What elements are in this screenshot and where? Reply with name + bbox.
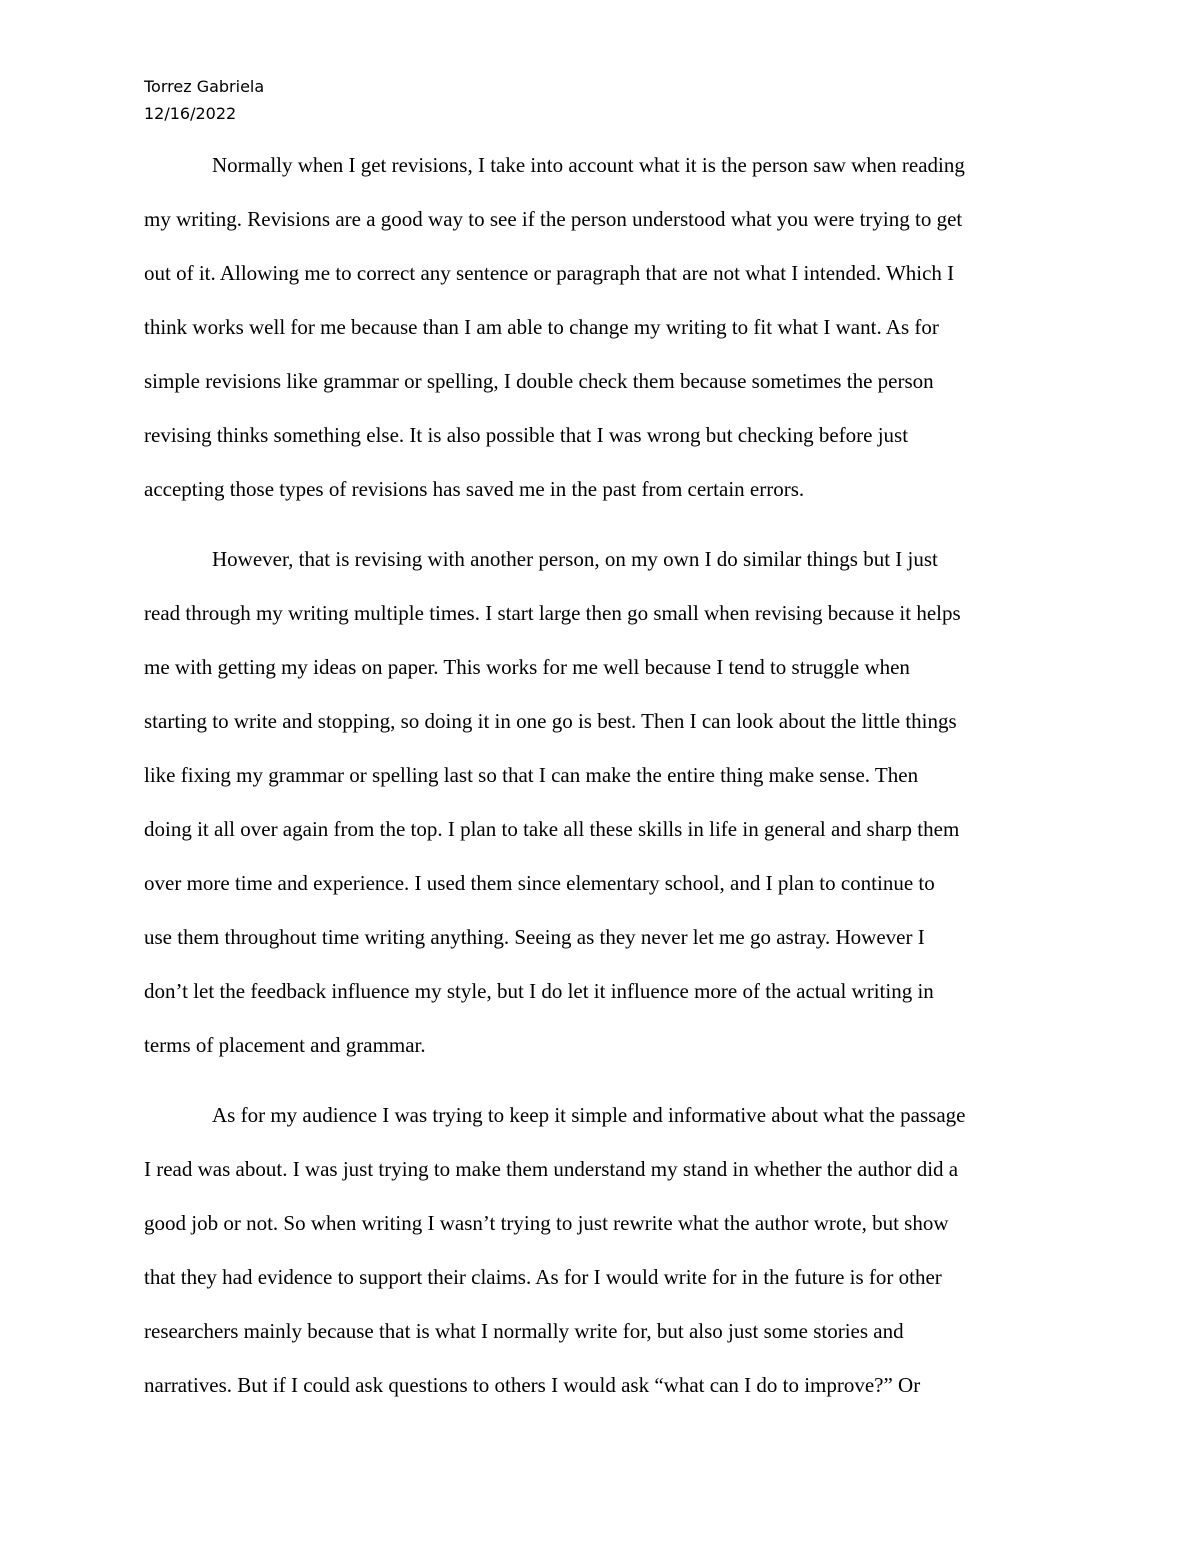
paragraph-3-line-6: narratives. But if I could ask questions to others I would ask “what can I do to improve?” Or (144, 1373, 921, 1397)
paragraph-3-line-3: good job or not. So when writing I wasn’t trying to just rewrite what the author wrote, but show (144, 1211, 949, 1235)
paragraph-3-line-5: researchers mainly because that is what I normally write for, but also just some stories and (144, 1319, 904, 1343)
paragraph-2-line-5: like fixing my grammar or spelling last so that I can make the entire thing make sense. Then (144, 763, 919, 787)
paragraph-3-line-1: As for my audience I was trying to keep it simple and informative about what the passage (212, 1103, 966, 1127)
paragraph-1-line-1: Normally when I get revisions, I take into account what it is the person saw when reading (212, 153, 965, 177)
paragraph-1-line-6: revising thinks something else. It is also possible that I was wrong but checking before just (144, 423, 909, 447)
paragraph-1-line-2: my writing. Revisions are a good way to see if the person understood what you were trying to get (144, 207, 963, 231)
paragraph-2-line-10: terms of placement and grammar. (144, 1033, 426, 1057)
paragraph-3-line-4: that they had evidence to support their claims. As for I would write for in the future is for other (144, 1265, 942, 1289)
paragraph-2-line-9: don’t let the feedback influence my style, but I do let it influence more of the actual writing in (144, 979, 934, 1003)
paragraph-1-line-5: simple revisions like grammar or spelling, I double check them because sometimes the person (144, 369, 934, 393)
paragraph-2-line-7: over more time and experience. I used them since elementary school, and I plan to continue to (144, 871, 935, 895)
paragraph-2-line-4: starting to write and stopping, so doing it in one go is best. Then I can look about the little things (144, 709, 957, 733)
paragraph-2-line-1: However, that is revising with another person, on my own I do similar things but I just (212, 547, 938, 571)
paragraph-1-line-3: out of it. Allowing me to correct any sentence or paragraph that are not what I intended. Which I (144, 261, 955, 285)
document-date: 12/16/2022 (144, 104, 237, 123)
paragraph-1-line-7: accepting those types of revisions has saved me in the past from certain errors. (144, 477, 805, 501)
paragraph-2-line-3: me with getting my ideas on paper. This works for me well because I tend to struggle when (144, 655, 910, 679)
paragraph-3-line-2: I read was about. I was just trying to make them understand my stand in whether the author did a (144, 1157, 959, 1181)
author-name: Torrez Gabriela (144, 77, 265, 96)
document-header (144, 73, 264, 127)
paragraph-2-line-6: doing it all over again from the top. I plan to take all these skills in life in general and sharp them (144, 817, 960, 841)
paragraph-2-line-8: use them throughout time writing anything. Seeing as they never let me go astray. However I (144, 925, 925, 949)
paragraph-1-line-4: think works well for me because than I am able to change my writing to fit what I want. As for (144, 315, 939, 339)
paragraph-2-line-2: read through my writing multiple times. I start large then go small when revising because it helps (144, 601, 961, 625)
